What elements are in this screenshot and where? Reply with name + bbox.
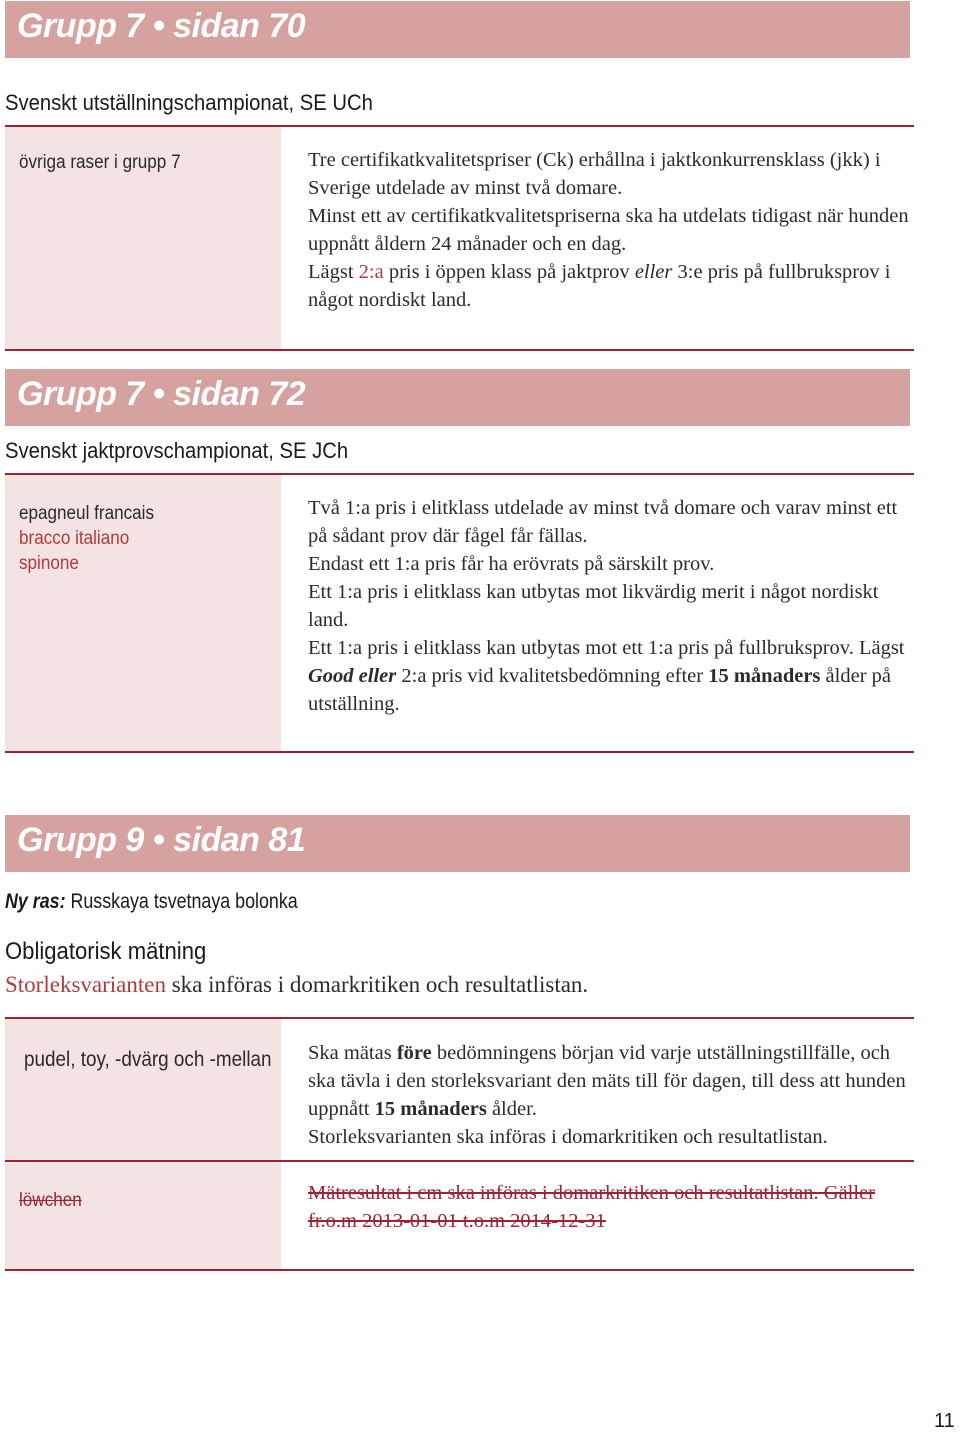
section2-paragraph: Endast ett 1:a pris får ha erövrats på särskilt prov.	[308, 553, 715, 575]
divider	[5, 349, 914, 351]
section3-paragraph: Storleksvarianten ska införas i domarkritiken och resultatlistan.	[308, 1126, 828, 1148]
section3-breed-label: pudel, toy, -dvärg och -mellan	[24, 1048, 272, 1071]
section3-banner	[5, 815, 910, 872]
section2-breed-label: epagneul francais	[19, 503, 154, 524]
section3-title: Grupp 9 • sidan 81	[17, 821, 306, 859]
section1-banner	[5, 1, 910, 58]
section3-row1-body	[308, 1039, 913, 1151]
divider	[5, 1269, 914, 1271]
section1-paragraph: Minst ett av certifikatkvalitetspriserna ska ha utdelats tidigast när hunden uppnått åldern 24 månader och en dag.	[308, 205, 909, 255]
section2-body	[308, 494, 913, 718]
section3-breed-label: löwchen	[19, 1190, 82, 1211]
section2-paragraph: Ett 1:a pris i elitklass kan utbytas mot ett 1:a pris på fullbruksprov. Lägst Good eller 2:a pris vid kvalitetsbedömning efter 15 månaders ålder på utställning.	[308, 637, 905, 715]
section2-paragraph: Två 1:a pris i elitklass utdelade av minst två domare och varav minst ett på sådant prov där fågel får fällas.	[308, 497, 898, 547]
section3-intro: Storleksvarianten ska införas i domarkritiken och resultatlistan.	[5, 972, 589, 997]
section2-breed-label: bracco italiano	[19, 528, 130, 549]
section1-paragraph: Tre certifikatkvalitetspriser (Ck) erhållna i jaktkonkurrensklass (jkk) i Sverige utdelade av minst två domare.	[308, 149, 881, 199]
section2-breed-label: spinone	[19, 553, 79, 574]
section3-subtitle: Obligatorisk mätning	[5, 938, 207, 965]
new-breed-line: Ny ras: Russkaya tsvetnaya bolonka	[5, 890, 298, 913]
section1-subtitle: Svenskt utställningschampionat, SE UCh	[5, 90, 373, 115]
section2-banner	[5, 369, 910, 426]
section2-paragraph: Ett 1:a pris i elitklass kan utbytas mot likvärdig merit i något nordiskt land.	[308, 581, 879, 631]
section3-row2-body	[308, 1179, 913, 1235]
section1-body	[308, 146, 913, 314]
section2-subtitle: Svenskt jaktprovschampionat, SE JCh	[5, 438, 349, 463]
divider	[5, 751, 914, 753]
divider	[5, 1160, 914, 1162]
section1-title: Grupp 7 • sidan 70	[17, 7, 306, 45]
section3-paragraph: Ska mätas före bedömningens början vid varje utställningstillfälle, och ska tävla i den storleksvariant den mäts till för dagen, till dess att hunden uppnått 15 månaders ålder.	[308, 1042, 906, 1120]
page-number: 11	[934, 1410, 955, 1432]
section1-paragraph: Lägst 2:a pris i öppen klass på jaktprov eller 3:e pris på fullbruksprov i något nordiskt land.	[308, 261, 891, 311]
section3-paragraph: Mätresultat i cm ska införas i domarkritiken och resultatlistan. Gäller fr.o.m 2013-01-01 t.o.m 2014-12-31	[308, 1182, 876, 1232]
section1-breed-label: övriga raser i grupp 7	[19, 152, 181, 173]
section2-title: Grupp 7 • sidan 72	[17, 375, 306, 413]
